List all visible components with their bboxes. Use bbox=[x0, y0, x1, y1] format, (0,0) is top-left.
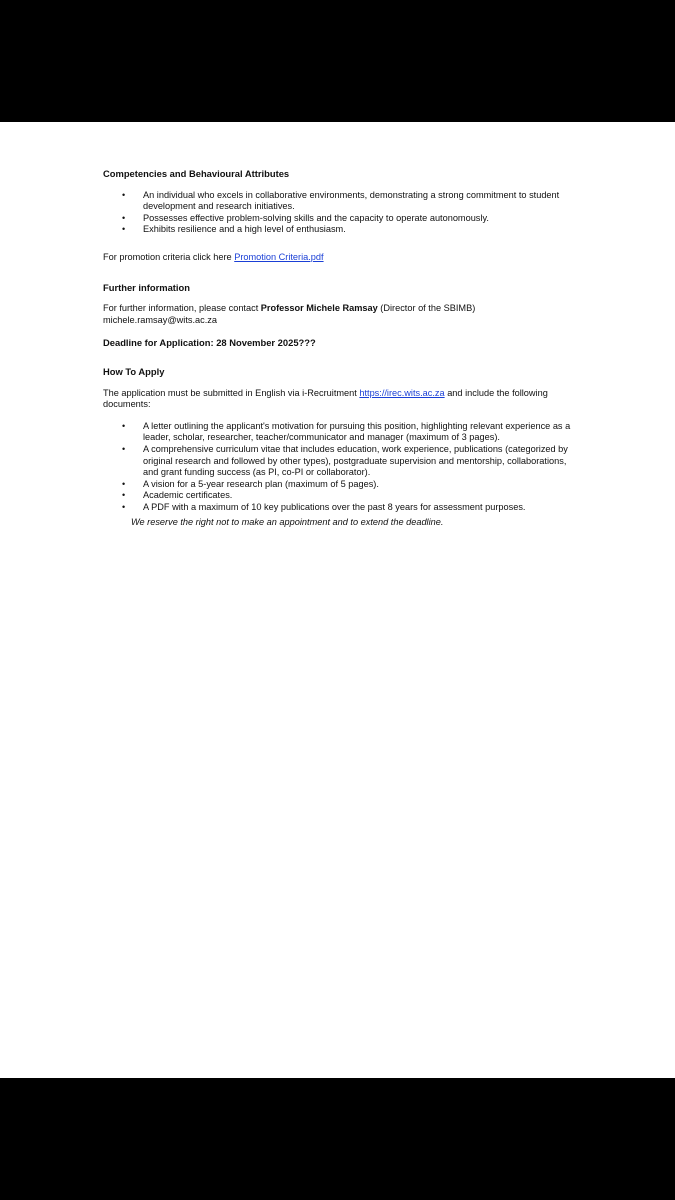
list-item: • A vision for a 5-year research plan (maximum of 5 pages). bbox=[122, 478, 379, 489]
how-to-apply-heading: How To Apply bbox=[103, 365, 165, 377]
document-page bbox=[0, 122, 675, 1078]
how-to-apply-intro: The application must be submitted in English via i-Recruitment https://irec.wits.ac.za and include the following documents: bbox=[103, 387, 548, 410]
bullet-icon: • bbox=[122, 501, 126, 512]
list-item: • Possesses effective problem-solving skills and the capacity to operate autonomously. bbox=[122, 212, 489, 223]
top-black-bar bbox=[0, 0, 675, 122]
bottom-black-bar bbox=[0, 1078, 675, 1200]
competencies-list bbox=[103, 190, 583, 236]
list-item: • Academic certificates. bbox=[122, 490, 233, 501]
bullet-icon: • bbox=[122, 420, 126, 431]
contact-name: Professor Michele Ramsay bbox=[260, 303, 378, 314]
bullet-icon: • bbox=[122, 443, 126, 454]
contact-email: michele.ramsay@wits.ac.za bbox=[103, 314, 217, 325]
list-item: • A PDF with a maximum of 10 key publications over the past 8 years for assessment purposes. bbox=[122, 501, 526, 512]
bullet-icon: • bbox=[122, 490, 126, 501]
bullet-icon: • bbox=[122, 478, 126, 489]
list-item: • A letter outlining the applicant's motivation for pursuing this position, highlighting relevant experience as a leader, scholar, researcher, teacher/communicator and manager (maximum of 3 pages). bbox=[122, 420, 571, 443]
documents-list bbox=[103, 421, 583, 514]
further-info-paragraph: For further information, please contact Professor Michele Ramsay (Director of the SBIMB) michele.ramsay@wits.ac.za bbox=[103, 303, 476, 325]
promotion-criteria-link[interactable]: Promotion Criteria.pdf bbox=[234, 251, 324, 262]
competencies-heading: Competencies and Behavioural Attributes bbox=[103, 168, 290, 179]
deadline-text: Deadline for Application: 28 November 2025??? bbox=[103, 337, 316, 349]
list-item: • An individual who excels in collaborative environments, demonstrating a strong commitment to student development and research initiatives. bbox=[122, 189, 560, 212]
list-item: • Exhibits resilience and a high level of enthusiasm. bbox=[122, 224, 346, 235]
bullet-icon: • bbox=[122, 189, 126, 200]
promotion-paragraph bbox=[103, 252, 583, 264]
further-info-heading: Further information bbox=[103, 281, 190, 293]
bullet-icon: • bbox=[122, 224, 126, 235]
irec-link[interactable]: https://irec.wits.ac.za bbox=[359, 387, 445, 398]
reserve-right-note: We reserve the right not to make an appointment and to extend the deadline. bbox=[131, 517, 444, 528]
list-item: • A comprehensive curriculum vitae that includes education, work experience, publications (categorized by original research and followed by other types), postgraduate supervision and mentorship, collaborations, and grant funding success (as PI, co-PI or collaborator). bbox=[122, 443, 568, 478]
promotion-text: For promotion criteria click here bbox=[103, 251, 235, 262]
document-content bbox=[103, 168, 583, 529]
bullet-icon: • bbox=[122, 212, 126, 223]
